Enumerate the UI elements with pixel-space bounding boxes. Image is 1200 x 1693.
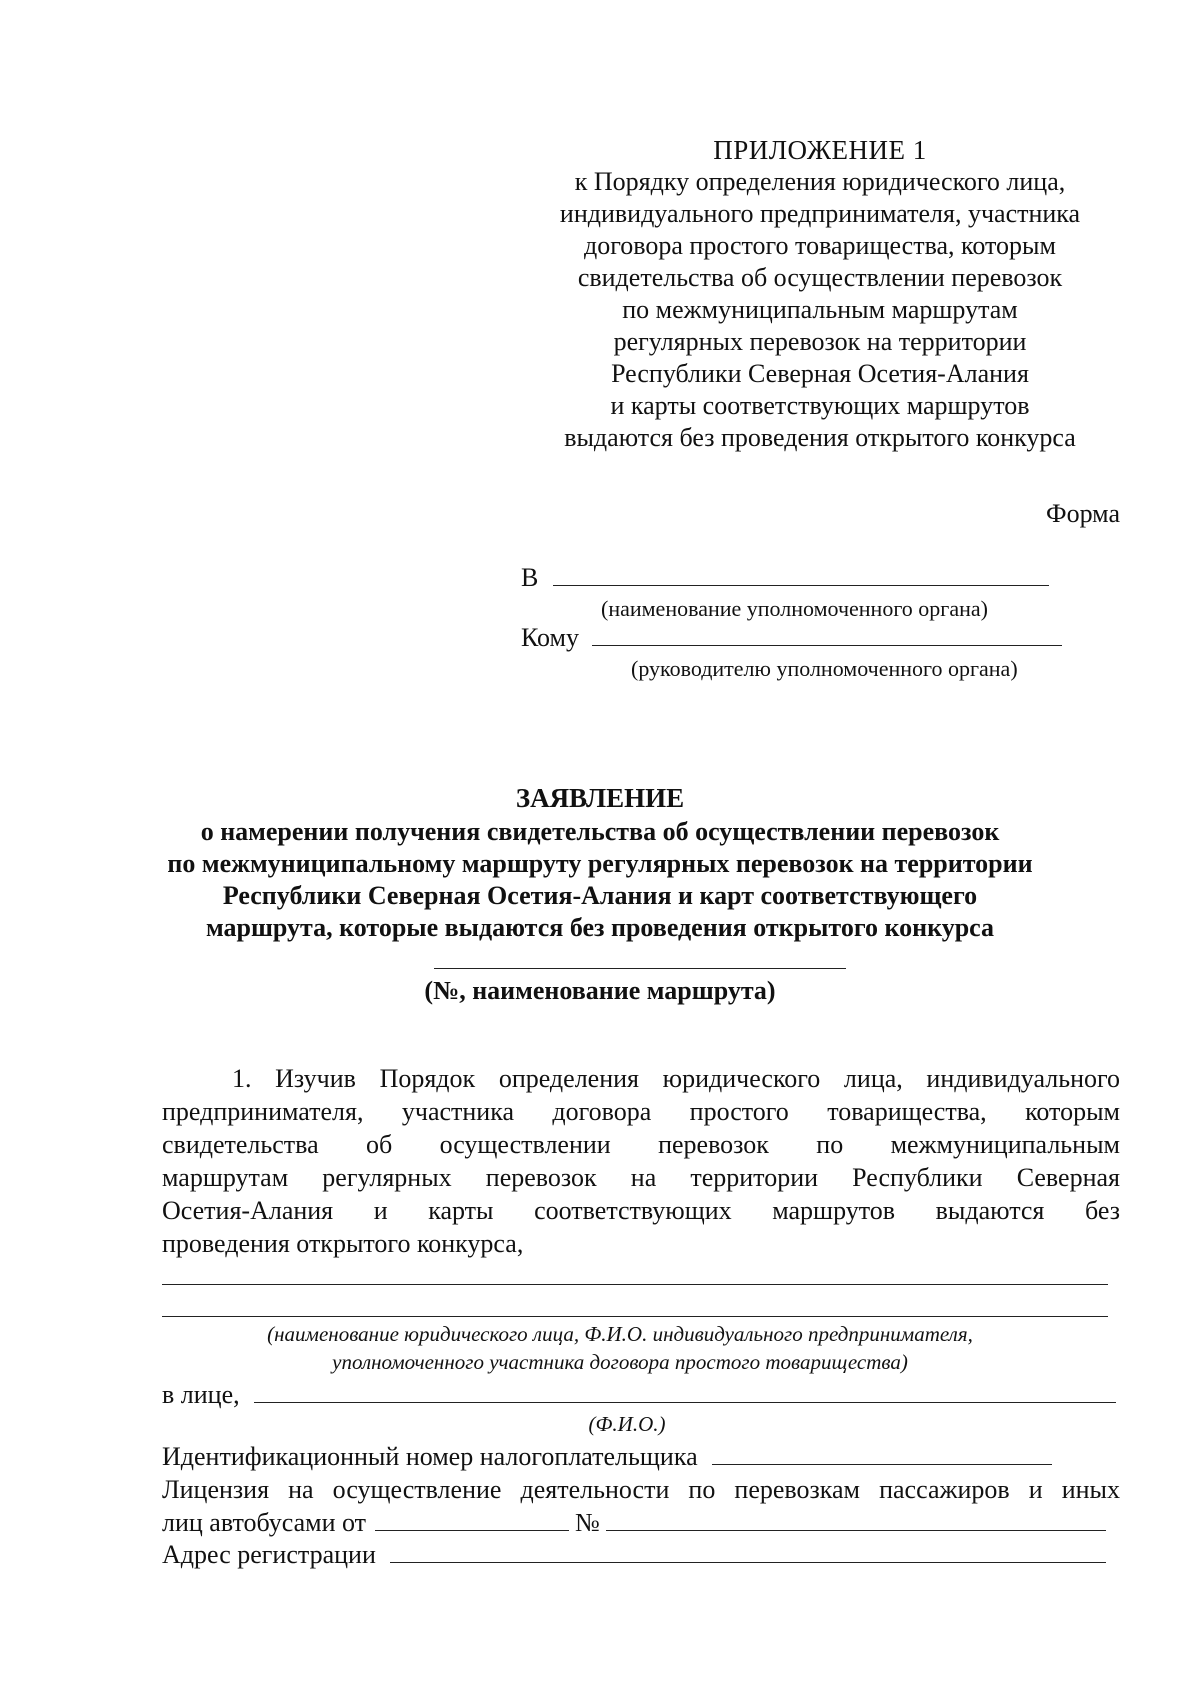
statement-line: маршрута, которые выдаются без проведения открытого конкурса [205, 913, 995, 942]
body-paragraph [162, 1062, 1120, 1260]
appendix-line: индивидуального предпринимателя, участника [559, 199, 1081, 228]
appendix-line: регулярных перевозок на территории [613, 327, 1027, 356]
license-line-1: Лицензия на осуществление деятельности по перевозкам пассажиров и иных [162, 1475, 1120, 1504]
route-caption: (№, наименование маршрута) [424, 976, 776, 1005]
appendix-line: по межмуниципальным маршрутам [622, 295, 1018, 324]
fio-caption: (Ф.И.О.) [588, 1412, 666, 1436]
appendix-line: Республики Северная Осетия-Алания [611, 359, 1029, 388]
statement-line: о намерении получения свидетельства об осуществлении перевозок [200, 817, 1000, 846]
applicant-name-field-line-2[interactable] [162, 1316, 1108, 1317]
inn-field[interactable] [712, 1442, 1052, 1465]
representative-fio-field[interactable] [254, 1380, 1116, 1403]
addressee-to-prefix: В [521, 563, 539, 592]
paragraph-line: Осетия-Алания и карты соответствующих маршрутов выдаются без [162, 1196, 1120, 1225]
license-number-sign: № [575, 1508, 600, 1537]
paragraph-line: 1. Изучив Порядок определения юридического лица, индивидуального [232, 1064, 1120, 1093]
statement-heading: ЗАЯВЛЕНИЕ [515, 783, 685, 813]
appendix-line: договора простого товарищества, которым [584, 231, 1056, 260]
appendix-line: свидетельства об осуществлении перевозок [577, 263, 1063, 292]
addressee-to-row [521, 563, 1049, 593]
addressee-whom-prefix: Кому [521, 623, 580, 652]
address-label: Адрес регистрации [162, 1540, 376, 1569]
addressee-whom-row [521, 623, 1062, 653]
statement-line: по межмуниципальному маршруту регулярных перевозок на территории [167, 849, 1033, 878]
authority-head-field[interactable] [592, 623, 1062, 646]
statement-line: Республики Северная Осетия-Алания и карт соответствующего [222, 881, 978, 910]
address-field[interactable] [390, 1540, 1106, 1563]
license-row [162, 1508, 1106, 1538]
applicant-name-field-line-1[interactable] [162, 1284, 1108, 1285]
appendix-header [520, 134, 1120, 454]
authority-head-caption: (руководителю уполномоченного органа) [631, 656, 1018, 681]
statement-block [0, 782, 1200, 944]
paragraph-line: маршрутам регулярных перевозок на территории Республики Северная [162, 1163, 1120, 1192]
authority-name-field[interactable] [553, 563, 1049, 586]
form-label: Форма [1046, 499, 1120, 528]
route-field[interactable] [434, 968, 846, 969]
appendix-line: выдаются без проведения открытого конкурса [564, 423, 1076, 452]
authority-name-caption: (наименование уполномоченного органа) [601, 596, 988, 621]
inn-row [162, 1442, 1052, 1472]
appendix-line: и карты соответствующих маршрутов [610, 391, 1030, 420]
paragraph-line: проведения открытого конкурса, [162, 1229, 524, 1258]
paragraph-line: предпринимателя, участника договора простого товарищества, которым [162, 1097, 1120, 1126]
license-number-field[interactable] [606, 1508, 1106, 1531]
in-person-prefix: в лице, [162, 1380, 240, 1409]
paragraph-line: свидетельства об осуществлении перевозок по межмуниципальным [162, 1130, 1120, 1159]
applicant-caption-line-2: уполномоченного участника договора простого товарищества) [332, 1350, 908, 1374]
license-date-field[interactable] [375, 1508, 569, 1531]
license-date-prefix: лиц автобусами от [162, 1508, 367, 1537]
appendix-title: ПРИЛОЖЕНИЕ 1 [713, 135, 927, 165]
inn-label: Идентификационный номер налогоплательщика [162, 1442, 698, 1471]
appendix-line: к Порядку определения юридического лица, [574, 167, 1066, 196]
address-row [162, 1540, 1106, 1570]
applicant-caption-line-1: (наименование юридического лица, Ф.И.О. индивидуального предпринимателя, [267, 1322, 973, 1346]
in-person-row [162, 1380, 1116, 1410]
